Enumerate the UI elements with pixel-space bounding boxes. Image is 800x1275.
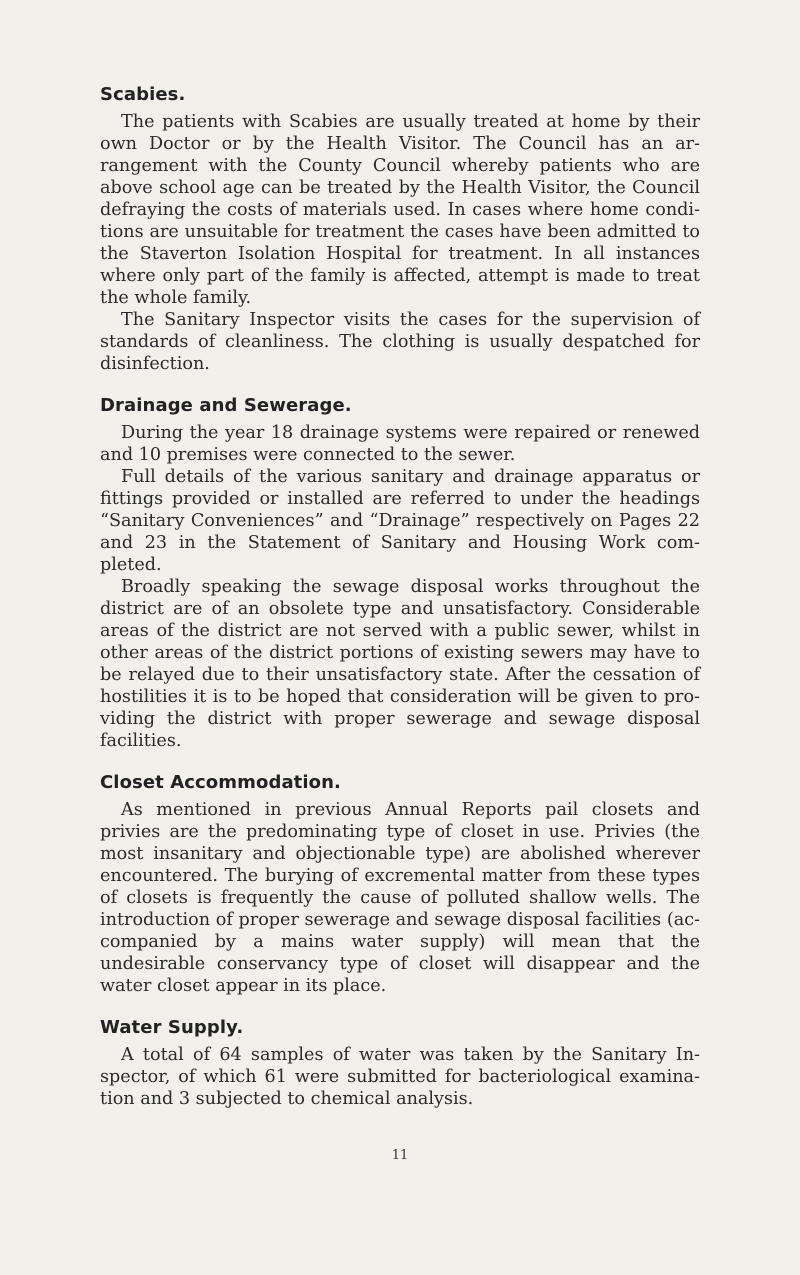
paragraph: As mentioned in previous Annual Reports pail closets and privies are the predominating type of closet in use. Privies (the most insanitary and objectionable type) are abolished wherever encountered. The burying of excremental matter from these types of closets is frequently the cause of polluted shallow wells. The introduction of proper sewerage and sewage disposal facilities (ac-companied by a mains water supply) will mean that the undesirable conservancy type of closet will disappear and the water closet appear in its place.	[100, 800, 700, 996]
paragraph: Full details of the various sanitary and drainage apparatus or fittings provided or installed are referred to under the headings “Sanitary Conveniences” and “Drainage” respectively on Pages 22 and 23 in the Statement of Sanitary and Housing Work com-pleted.	[100, 467, 700, 575]
section-heading: Water Supply.	[100, 1017, 244, 1038]
section-heading: Scabies.	[100, 84, 186, 105]
section-scabies	[100, 84, 700, 375]
section-heading: Closet Accommodation.	[100, 772, 341, 793]
document-page	[100, 84, 700, 1130]
section-drainage-and-sewerage	[100, 395, 700, 752]
paragraph: A total of 64 samples of water was taken by the Sanitary In-spector, of which 61 were submitted for bacteriological examina-tion and 3 subjected to chemical analysis.	[100, 1045, 700, 1109]
paragraph: Broadly speaking the sewage disposal works throughout the district are of an obsolete type and unsatisfactory. Considerable areas of the district are not served with a public sewer, whilst in other areas of the district portions of existing sewers may have to be relayed due to their unsatisfactory state. After the cessation of hostilities it is to be hoped that consideration will be given to pro-viding the district with proper sewerage and sewage disposal facilities.	[100, 577, 700, 751]
page-number: 11	[391, 1148, 409, 1163]
section-water-supply	[100, 1017, 700, 1110]
section-heading: Drainage and Sewerage.	[100, 395, 352, 416]
section-closet-accommodation	[100, 772, 700, 997]
paragraph: The Sanitary Inspector visits the cases for the supervision of standards of cleanliness. The clothing is usually despatched for disinfection.	[100, 310, 700, 374]
paragraph: During the year 18 drainage systems were repaired or renewed and 10 premises were connected to the sewer.	[100, 423, 700, 465]
paragraph: The patients with Scabies are usually treated at home by their own Doctor or by the Health Visitor. The Council has an ar-rangement with the County Council whereby patients who are above school age can be treated by the Health Visitor, the Council defraying the costs of materials used. In cases where home condi-tions are unsuitable for treatment the cases have been admitted to the Staverton Isolation Hospital for treatment. In all instances where only part of the family is affected, attempt is made to treat the whole family.	[100, 112, 700, 308]
